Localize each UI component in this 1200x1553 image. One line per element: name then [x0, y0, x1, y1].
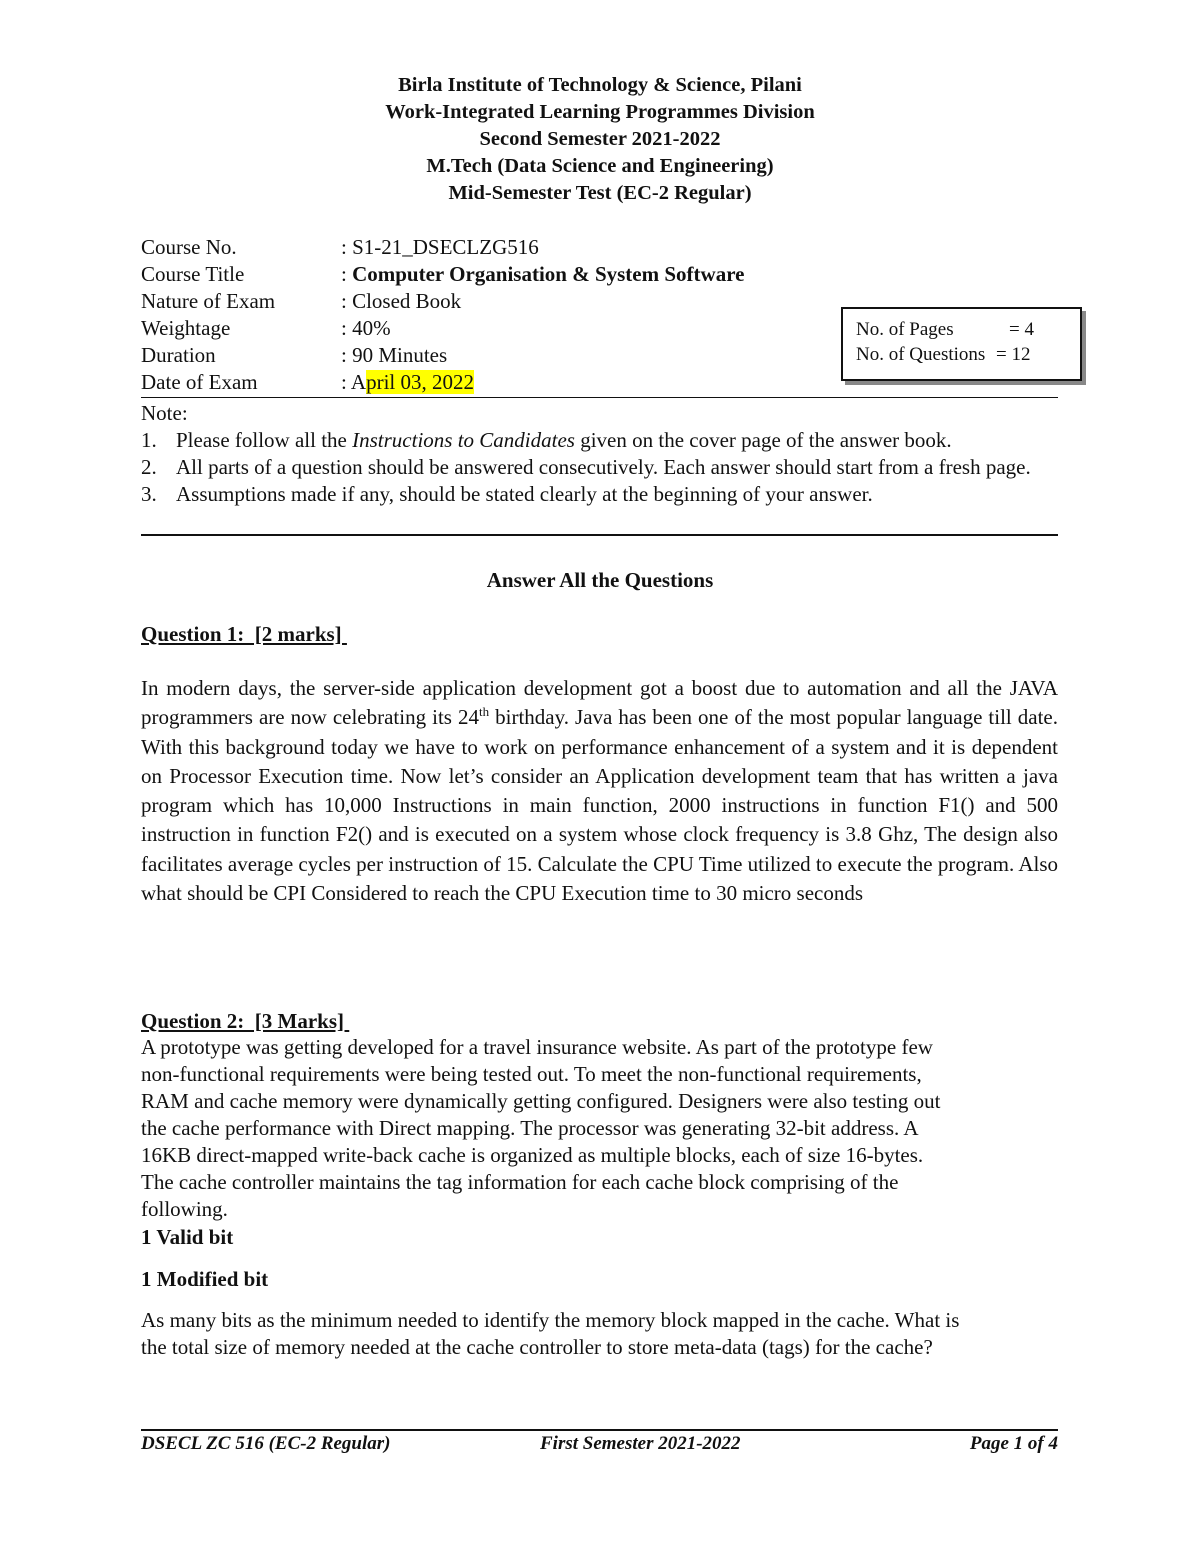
weightage-label: Weightage: [141, 316, 231, 340]
divider-footer: [141, 1429, 1058, 1431]
date-label: Date of Exam: [141, 370, 258, 394]
programme: M.Tech (Data Science and Engineering): [426, 155, 774, 177]
institute-name: Birla Institute of Technology & Science, Pilani: [398, 74, 802, 96]
question-2-text: A prototype was getting developed for a travel insurance website. As part of the prototype few non-functional requirements were being tested out. To meet the non-functional requirements, RAM and cache memory were dynamically getting configured. Designers were also testing out the cache performance with Direct mapping. The processor was generating 32-bit address. A 16KB direct-mapped write-back cache is organized as multiple blocks, each of size 16-bytes. The cache controller maintains the tag information for each cache block comprising of the following.: [141, 1035, 941, 1221]
question-2-heading: Question 2: [3 Marks]: [141, 1009, 350, 1033]
questions-row: [856, 344, 985, 366]
date-highlighted: pril 03, 2022: [366, 370, 475, 394]
course-title-label: Course Title: [141, 262, 245, 286]
note-item: 1. Please follow all the Instructions to Candidates given on the cover page of the answer book.: [141, 428, 952, 452]
questions-label: No. of Questions: [856, 344, 986, 365]
pages-row: [856, 319, 954, 341]
note-item: 3. Assumptions made if any, should be stated clearly at the beginning of your answer.: [141, 482, 873, 506]
duration-value: : 90 Minutes: [341, 343, 448, 367]
test-name: Mid-Semester Test (EC-2 Regular): [448, 182, 752, 204]
nature-value: : Closed Book: [341, 289, 462, 313]
footer-page-number: Page 1 of 4: [969, 1433, 1058, 1454]
question-2-closing: As many bits as the minimum needed to identify the memory block mapped in the cache. What is the total size of memory needed at the cache controller to store meta-data (tags) for the cache?: [141, 1308, 960, 1359]
divider-notes: [141, 534, 1058, 536]
footer-course: DSECL ZC 516 (EC-2 Regular): [141, 1433, 391, 1454]
weightage-value: : 40%: [341, 316, 391, 340]
divider-top: [141, 397, 1058, 398]
nature-label: Nature of Exam: [141, 289, 276, 313]
course-title-text: Computer Organisation & System Software: [352, 262, 745, 286]
pages-count-box: [841, 307, 1082, 381]
exam-header: [0, 72, 1200, 207]
notes-section: [141, 400, 1058, 508]
modified-bit: 1 Modified bit: [141, 1267, 269, 1291]
footer-semester: First Semester 2021-2022: [540, 1433, 741, 1454]
date-prefix: : A: [341, 370, 367, 394]
duration-label: Duration: [141, 343, 216, 367]
course-title-value: : Computer Organisation & System Software: [341, 262, 745, 286]
note-item: 2. All parts of a question should be answered consecutively. Each answer should start from a fresh page.: [141, 455, 1031, 479]
question-1-text: In modern days, the server-side application development got a boost due to automation and all the JAVA programmers are now celebrating its 24th birthday. Java has been one of the most popular language till date. With this background today we have to work on performance enhancement of a system and it is dependent on Processor Execution time. Now let’s consider an Application development team that has written a java program which has 10,000 Instructions in main function, 2000 instructions in function F1() and 500 instruction in function F2() and is executed on a system whose clock frequency is 3.8 Ghz, The design also facilitates average cycles per instruction of 15. Calculate the CPU Time utilized to execute the program. Also what should be CPI Considered to reach the CPU Execution time to 30 micro seconds: [141, 676, 1059, 906]
answer-all-heading: Answer All the Questions: [486, 568, 714, 592]
pages-value: = 4: [1009, 319, 1034, 340]
course-info: [141, 234, 744, 396]
pages-label: No. of Pages: [856, 319, 954, 340]
date-value: [341, 369, 474, 396]
questions-value: = 12: [996, 344, 1031, 365]
valid-bit: 1 Valid bit: [141, 1225, 234, 1249]
semester: Second Semester 2021-2022: [479, 128, 721, 150]
course-no-value: : S1-21_DSECLZG516: [341, 235, 539, 259]
course-no-label: Course No.: [141, 235, 237, 259]
question-1-heading: Question 1: [2 marks]: [141, 622, 347, 646]
notes-title: Note:: [141, 401, 188, 425]
division-name: Work-Integrated Learning Programmes Division: [385, 101, 815, 123]
